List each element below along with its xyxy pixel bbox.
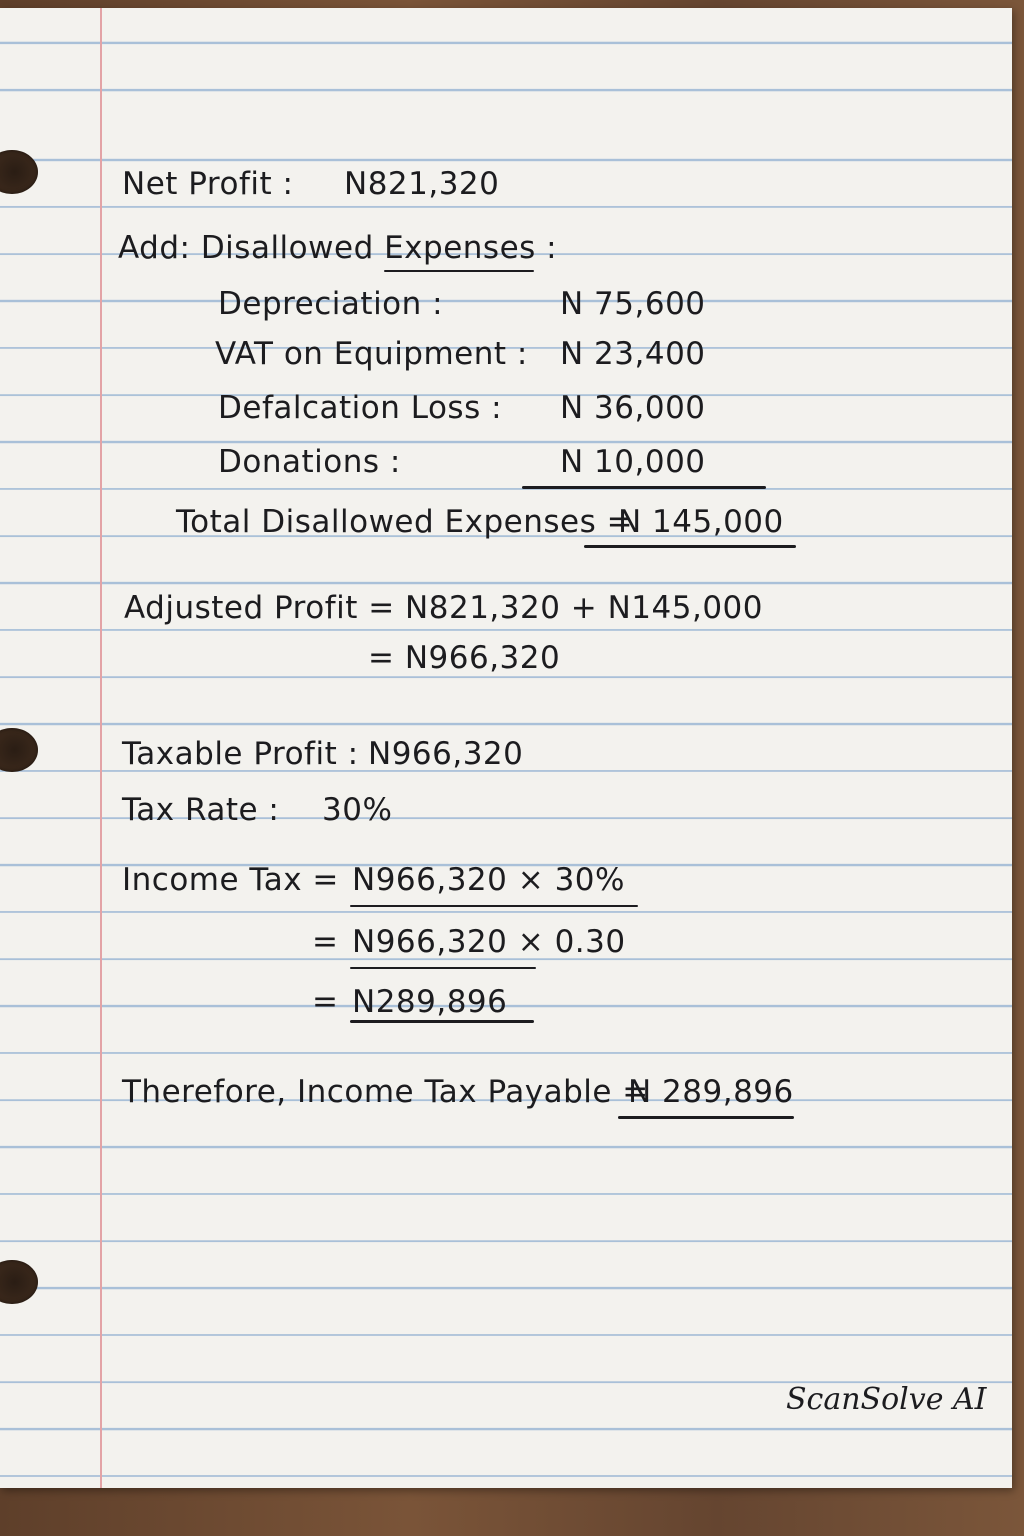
- punch-hole-bottom: [0, 1260, 38, 1304]
- brand-signature: ScanSolve AI: [786, 1382, 987, 1417]
- income-tax-step1: N966,320 × 30%: [352, 862, 625, 898]
- income-tax-step3-eq: =: [312, 984, 339, 1020]
- step1-underline: [350, 905, 638, 907]
- income-tax-label: Income Tax =: [122, 862, 339, 898]
- item-value-donations: N 10,000: [560, 444, 706, 480]
- conclusion-underline: [618, 1116, 794, 1119]
- net-profit-value: N821,320: [344, 166, 500, 202]
- adjusted-profit-line1: Adjusted Profit = N821,320 + N145,000: [124, 590, 763, 626]
- income-tax-step2-eq: =: [312, 924, 339, 960]
- tax-rate-value: 30%: [322, 792, 393, 828]
- notebook-page: [0, 8, 1012, 1488]
- step3-underline: [350, 1020, 534, 1023]
- item-label-donations: Donations :: [218, 444, 401, 480]
- taxable-profit-value: N966,320: [368, 736, 524, 772]
- income-tax-step3: N289,896: [352, 984, 508, 1020]
- total-disallowed-label: Total Disallowed Expenses =: [176, 504, 634, 540]
- item-value-vat: N 23,400: [560, 336, 706, 372]
- step2-underline: [350, 967, 536, 969]
- taxable-profit-label: Taxable Profit :: [122, 736, 359, 772]
- items-sum-line: [522, 486, 766, 489]
- item-label-vat: VAT on Equipment :: [215, 336, 528, 372]
- item-value-depreciation: N 75,600: [560, 286, 706, 322]
- punch-hole-middle: [0, 728, 38, 772]
- adjusted-profit-line2: = N966,320: [368, 640, 561, 676]
- total-disallowed-value: N 145,000: [618, 504, 784, 540]
- item-label-defalcation: Defalcation Loss :: [218, 390, 503, 426]
- punch-hole-top: [0, 150, 38, 194]
- net-profit-label: Net Profit :: [122, 166, 294, 202]
- total-underline: [584, 545, 796, 548]
- heading-underline: [384, 270, 534, 272]
- margin-line: [100, 8, 102, 1488]
- income-tax-step2: N966,320 × 0.30: [352, 924, 626, 960]
- tax-rate-label: Tax Rate :: [122, 792, 280, 828]
- conclusion-label: Therefore, Income Tax Payable =: [122, 1074, 649, 1110]
- item-value-defalcation: N 36,000: [560, 390, 706, 426]
- add-disallowed-heading: Add: Disallowed Expenses :: [118, 230, 558, 266]
- conclusion-value: N 289,896: [628, 1074, 794, 1110]
- item-label-depreciation: Depreciation :: [218, 286, 444, 322]
